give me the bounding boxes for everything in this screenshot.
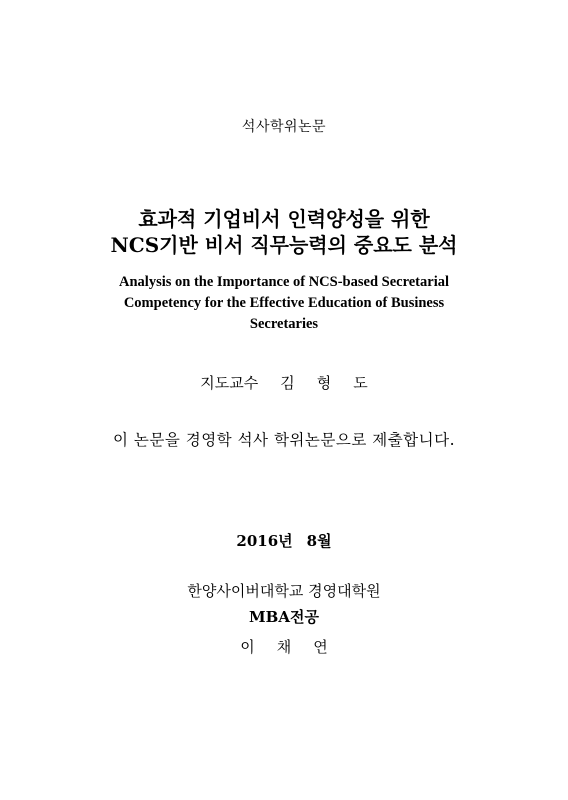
english-title-line-3: Secretaries — [249, 316, 319, 332]
korean-title — [0, 206, 568, 258]
school-name: 한양사이버대학교 경영대학원 — [187, 582, 381, 600]
author-name-char-2: 채 — [276, 638, 292, 656]
author-name-char-1: 이 — [240, 638, 255, 656]
author-name-char-3: 연 — [313, 638, 328, 656]
korean-title-line-2: NCS기반 비서 직무능력의 중요도 분석 — [110, 233, 458, 257]
submission-date — [0, 530, 568, 551]
advisor — [0, 372, 568, 393]
submission-statement: 이 논문을 경영학 석사 학위논문으로 제출합니다. — [112, 431, 456, 449]
advisor-name-char-3: 도 — [353, 374, 368, 392]
advisor-label: 지도교수 — [200, 374, 259, 392]
english-title-line-1: Analysis on the Importance of NCS-based Secretarial — [119, 274, 449, 290]
advisor-name-char-1: 김 — [280, 374, 295, 392]
korean-title-line-1: 효과적 기업비서 인력양성을 위한 — [138, 207, 430, 231]
degree-label: 석사학위논문 — [241, 119, 327, 135]
major-name: MBA전공 — [249, 608, 319, 626]
date-month: 8월 — [306, 532, 332, 550]
english-title — [0, 272, 568, 335]
advisor-name-char-2: 형 — [316, 374, 332, 392]
author — [0, 636, 568, 657]
english-title-line-2: Competency for the Effective Education of Business — [123, 295, 445, 311]
date-year: 2016년 — [236, 532, 293, 550]
